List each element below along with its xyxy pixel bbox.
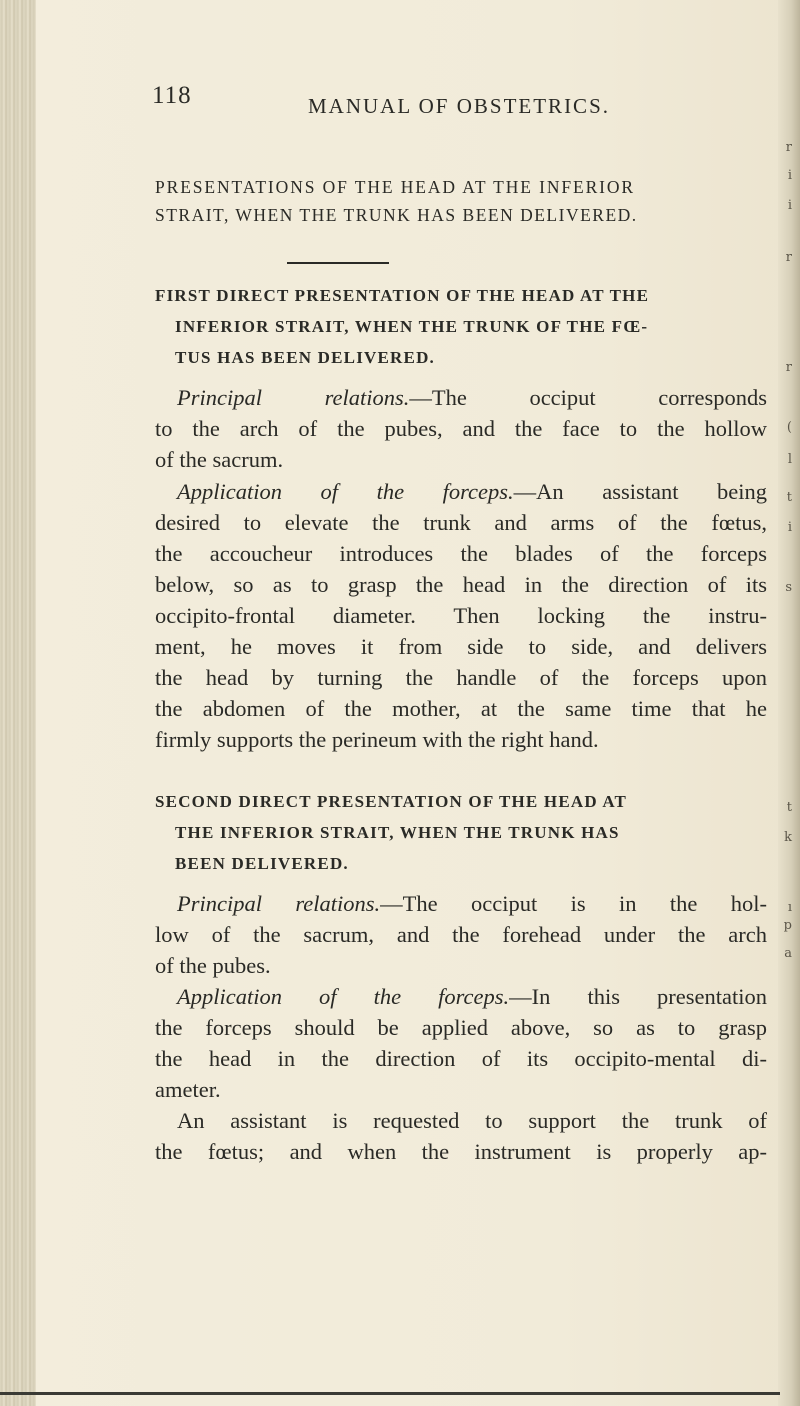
text-line: the fœtus; and when the instrument is properly ap- bbox=[155, 1139, 767, 1164]
text-line bbox=[155, 888, 767, 919]
chapter-heading bbox=[155, 173, 767, 229]
page-bottom-edge bbox=[0, 1392, 780, 1395]
section-heading-line: FIRST DIRECT PRESENTATION OF THE HEAD AT THE bbox=[155, 286, 650, 305]
text-run: —The occiput is in the hol- bbox=[380, 891, 767, 916]
text-line: ment, he moves it from side to side, and delivers bbox=[155, 634, 767, 659]
text-run: —An assistant being bbox=[513, 479, 767, 504]
section-divider-rule bbox=[287, 262, 389, 264]
section-heading-line: BEEN DELIVERED. bbox=[175, 854, 349, 873]
text-line: desired to elevate the trunk and arms of the fœtus, bbox=[155, 510, 767, 535]
section-heading-second-presentation bbox=[155, 786, 767, 879]
paragraph-application-forceps-2 bbox=[155, 981, 767, 1105]
text-line: below, so as to grasp the head in the direction of its bbox=[155, 572, 767, 597]
paragraph-application-forceps-1 bbox=[155, 476, 767, 755]
text-run: —In this presentation bbox=[509, 984, 767, 1009]
page-number: 118 bbox=[152, 82, 192, 109]
text-line: the head by turning the handle of the forceps upon bbox=[155, 665, 767, 690]
text-line: to the arch of the pubes, and the face to the hollow bbox=[155, 416, 767, 441]
running-head bbox=[0, 82, 800, 122]
section-heading-line: INFERIOR STRAIT, WHEN THE TRUNK OF THE FŒ- bbox=[175, 317, 649, 336]
section-heading-line: THE INFERIOR STRAIT, WHEN THE TRUNK HAS bbox=[175, 823, 620, 842]
text-line: the forceps should be applied above, so as to grasp bbox=[155, 1015, 767, 1040]
paragraph-principal-relations-1 bbox=[155, 382, 767, 475]
paragraph-assistant-support bbox=[155, 1105, 767, 1167]
section-heading-line: SECOND DIRECT PRESENTATION OF THE HEAD AT bbox=[155, 792, 628, 811]
paragraph-lead: Principal relations. bbox=[177, 891, 381, 916]
text-line: of the sacrum. bbox=[155, 447, 284, 472]
text-line: of the pubes. bbox=[155, 953, 271, 978]
text-line: firmly supports the perineum with the right hand. bbox=[155, 727, 599, 752]
chapter-heading-line: PRESENTATIONS OF THE HEAD AT THE INFERIOR bbox=[155, 177, 635, 197]
running-title: MANUAL OF OBSTETRICS. bbox=[308, 94, 610, 118]
page-binding-edge bbox=[0, 0, 36, 1406]
text-line bbox=[155, 981, 767, 1012]
paragraph-lead: Principal relations. bbox=[177, 385, 410, 410]
text-line: occipito-frontal diameter. Then locking the instru- bbox=[155, 603, 767, 628]
show-through-marks: r i i r r ( l t i s t k ı p a bbox=[783, 140, 792, 961]
section-heading-first-presentation bbox=[155, 280, 767, 373]
paragraph-principal-relations-2 bbox=[155, 888, 767, 981]
chapter-heading-line: STRAIT, WHEN THE TRUNK HAS BEEN DELIVERED. bbox=[155, 205, 638, 225]
text-line: low of the sacrum, and the forehead under the arch bbox=[155, 922, 767, 947]
text-line: the abdomen of the mother, at the same time that he bbox=[155, 696, 767, 721]
text-line bbox=[155, 382, 767, 413]
paragraph-lead: Application of the forceps. bbox=[177, 984, 510, 1009]
text-line: ameter. bbox=[155, 1077, 221, 1102]
section-heading-line: TUS HAS BEEN DELIVERED. bbox=[175, 348, 435, 367]
text-line bbox=[155, 476, 767, 507]
text-run: —The occiput corresponds bbox=[409, 385, 767, 410]
paragraph-lead: Application of the forceps. bbox=[177, 479, 514, 504]
text-line: the accoucheur introduces the blades of the forceps bbox=[155, 541, 767, 566]
text-line: An assistant is requested to support the trunk of bbox=[177, 1108, 767, 1133]
text-line: the head in the direction of its occipito-mental di- bbox=[155, 1046, 767, 1071]
